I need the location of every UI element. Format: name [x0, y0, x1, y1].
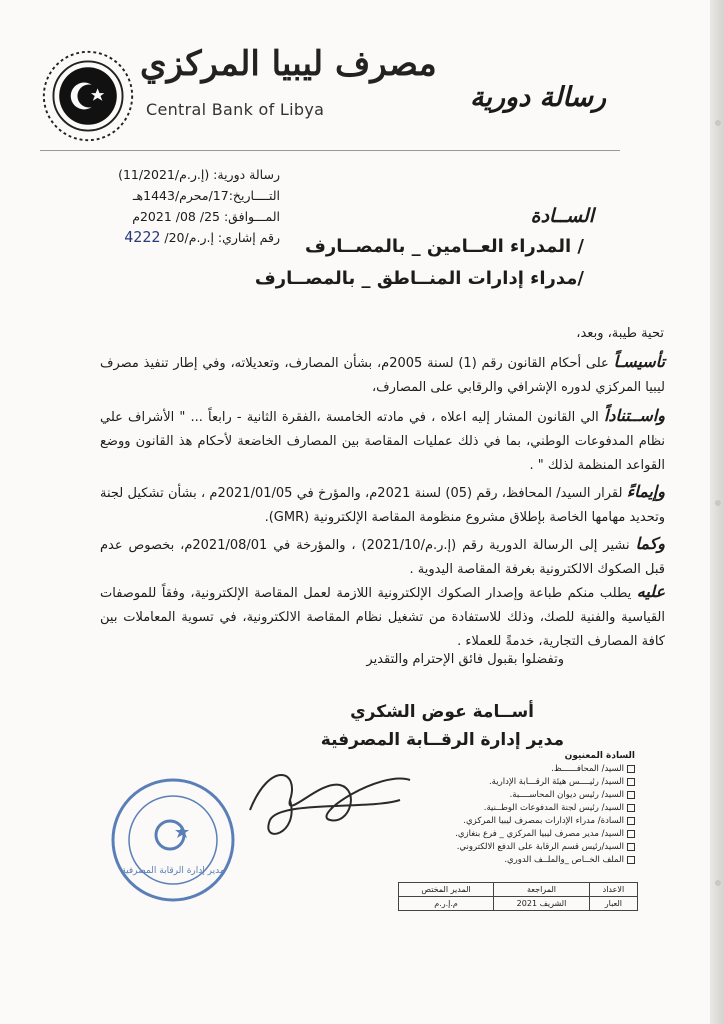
paragraph-lead: تأسيسـاً: [613, 352, 665, 371]
table-header: المراجعة: [494, 883, 590, 897]
list-item: السيد/ مدير مصرف ليبيا المركزي _ فرع بنغازي.: [395, 828, 635, 841]
salutation: الســادة: [530, 205, 594, 227]
binder-hole: [715, 500, 721, 506]
paragraph-5: [100, 580, 665, 654]
signatory-name: أســامة عوض الشكري: [350, 702, 534, 722]
paragraph-3: [100, 480, 665, 530]
stamp-text: مدير إدارة الرقابة المصرفية: [121, 866, 225, 876]
paragraph-1: [100, 350, 665, 400]
distribution-header: السادة المعنيون: [564, 751, 635, 761]
signatory-title: مدير إدارة الرقــابة المصرفية: [320, 730, 564, 750]
paragraph-lead: وكما: [635, 534, 665, 553]
table-cell: العبار: [589, 897, 637, 911]
paragraph-2: [100, 404, 665, 478]
official-stamp: [108, 775, 238, 905]
paragraph-text: على أحكام القانون رقم (1) لسنة 2005م، بشأن المصارف، وتعديلاته، وفي إطار تنفيذ مصرف ليبيا المركزي لدوره الإشرافي والرقابي على المصارف،: [100, 356, 665, 395]
reference-label: رقم إشاري: إ.ر.م/20/: [164, 230, 280, 245]
addressee-line-2: /مدراء إدارات المنــاطق _ بالمصــارف: [254, 268, 584, 289]
binder-hole: [715, 120, 721, 126]
hijri-date: التــــاريخ:17/محرم/1443هـ: [132, 188, 280, 203]
paragraph-text: يطلب منكم طباعة وإصدار الصكوك الإلكترونية اللازمة لعمل المقاصة الإلكترونية، وفقاً للموصفات القياسية والفنية للصك، وذلك للاستفادة من تشغيل نظام المقاصة الالكترونية، في تسوية المعاملات بين كافة المصارف التجارية، خدمةً للعملاء .: [100, 586, 665, 649]
list-item: السادة/ مدراء الإدارات بمصرف ليبيا المركزي.: [395, 815, 635, 828]
paragraph-text: نشير إلى الرسالة الدورية رقم (إ.ر.م/2021/10) ، والمؤرخة في 2021/08/01م، بخصوص عدم قبل الصكوك الالكترونية بغرفة المقاصة اليدوية .: [100, 538, 665, 577]
list-item: السيد/ المحافــــــظ.: [395, 763, 635, 776]
list-item: الملف الخــاص _والملــف الدوري.: [395, 854, 635, 867]
paragraph-4: [100, 532, 665, 582]
stamp-outer-ring: [113, 780, 233, 900]
greeting: تحية طيبة، وبعد،: [576, 326, 664, 341]
gregorian-date: المـــوافق: 25/ 08/ 2021م: [132, 209, 280, 224]
bank-logo-icon: [40, 48, 136, 144]
handwritten-reference-number: 4222: [124, 228, 161, 246]
table-header: الاعداد: [589, 883, 637, 897]
closing-line: وتفضلوا بقبول فائق الإحترام والتقدير: [366, 652, 564, 667]
paragraph-lead: وإيماءً: [626, 482, 665, 501]
binder-hole: [715, 880, 721, 886]
list-item: السيد/ رئيس ديوان المحاســــبة.: [395, 789, 635, 802]
reference-block: [60, 164, 280, 248]
paragraph-text: الي القانون المشار إليه اعلاه ، في مادته الخامسة ،الفقرة الثانية - رابعاً ... " الأشراف علي نظام المدفوعات الوطني، بما في ذلك عمليات المقاصة بين المصارف الخاضعة لأحكام هذ القانون ووضع القواعد المنظمة لذلك " .: [100, 410, 665, 473]
table-cell: الشريف 2021: [494, 897, 590, 911]
reference-line: [60, 227, 280, 248]
table-cell: م.إ.ر.م: [399, 897, 494, 911]
paragraph-text: لقرار السيد/ المحافظ، رقم (05) لسنة 2021م، والمؤرخ في 2021/01/05م ، بشأن تشكيل لجنة وتحديد مهامها الخاصة بإطلاق مشروع منظومة المقاصة الإلكترونية (GMR).: [100, 486, 665, 525]
addressee-line-1: / المدراء العــامين _ بالمصــارف: [304, 236, 584, 257]
circular-number: رسالة دورية: (إ.ر.م/11/2021): [118, 167, 280, 182]
document-type-title: رسالة دورية: [470, 82, 607, 113]
list-item: السيد/رئيس قسم الرقابة على الدفع الالكتروني.: [395, 841, 635, 854]
paragraph-lead: واســتناداً: [603, 406, 665, 425]
page-edge: [710, 0, 724, 1024]
header-divider: [40, 150, 620, 151]
paragraph-lead: عليه: [636, 582, 666, 601]
list-item: السيد/ رئيس لجنة المدفوعات الوطــنية.: [395, 802, 635, 815]
bank-name-english: Central Bank of Libya: [146, 100, 325, 119]
list-item: السيد/ رئيــــس هيئة الرقـــابة الإدارية.: [395, 776, 635, 789]
table-header: المدير المختص: [399, 883, 494, 897]
distribution-list: [395, 750, 635, 867]
bank-name-arabic: مصرف ليبيا المركزي: [140, 44, 437, 84]
stamp-star: [175, 825, 189, 838]
preparation-table: [398, 882, 638, 911]
